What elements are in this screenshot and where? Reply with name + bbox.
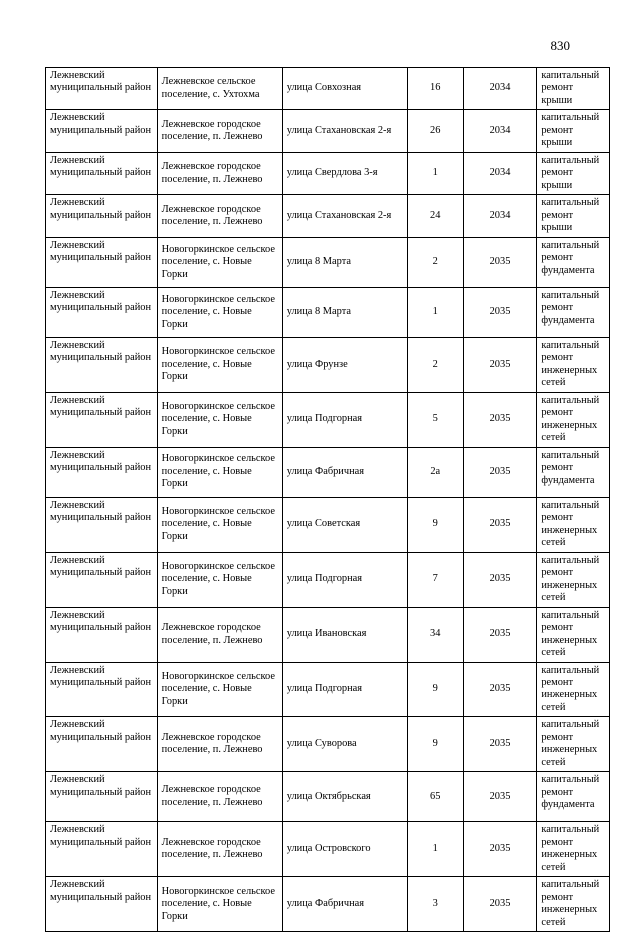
district-cell: Лежневский муниципальный район (46, 68, 158, 110)
year-cell: 2035 (463, 447, 537, 497)
street-cell: улица 8 Марта (282, 287, 407, 337)
street-cell: улица Октябрьская (282, 772, 407, 822)
district-cell: Лежневский муниципальный район (46, 337, 158, 392)
year-cell: 2035 (463, 237, 537, 287)
year-cell: 2035 (463, 337, 537, 392)
district-cell: Лежневский муниципальный район (46, 497, 158, 552)
table-row (46, 237, 610, 287)
settlement-cell: Лежневское городское поселение, п. Лежнево (157, 822, 282, 877)
district-cell: Лежневский муниципальный район (46, 822, 158, 877)
house-number-cell: 9 (407, 497, 463, 552)
settlement-cell: Новогоркинское сельское поселение, с. Новые Горки (157, 237, 282, 287)
house-number-cell: 2 (407, 337, 463, 392)
table-row (46, 497, 610, 552)
district-cell: Лежневский муниципальный район (46, 552, 158, 607)
street-cell: улица Суворова (282, 717, 407, 772)
house-number-cell: 34 (407, 607, 463, 662)
table-row (46, 822, 610, 877)
work-type-cell: капитальный ремонт инженерных сетей (537, 877, 610, 932)
settlement-cell: Новогоркинское сельское поселение, с. Новые Горки (157, 287, 282, 337)
repair-schedule-table (45, 67, 610, 932)
table-row (46, 195, 610, 237)
street-cell: улица Совхозная (282, 68, 407, 110)
house-number-cell: 2 (407, 237, 463, 287)
district-cell: Лежневский муниципальный район (46, 152, 158, 194)
work-type-cell: капитальный ремонт крыши (537, 68, 610, 110)
settlement-cell: Лежневское городское поселение, п. Лежнево (157, 110, 282, 152)
settlement-cell: Лежневское сельское поселение, с. Ухтохма (157, 68, 282, 110)
work-type-cell: капитальный ремонт фундамента (537, 772, 610, 822)
year-cell: 2034 (463, 110, 537, 152)
work-type-cell: капитальный ремонт крыши (537, 110, 610, 152)
settlement-cell: Лежневское городское поселение, п. Лежнево (157, 772, 282, 822)
work-type-cell: капитальный ремонт инженерных сетей (537, 552, 610, 607)
district-cell: Лежневский муниципальный район (46, 110, 158, 152)
year-cell: 2035 (463, 392, 537, 447)
street-cell: улица Стахановская 2-я (282, 195, 407, 237)
settlement-cell: Новогоркинское сельское поселение, с. Новые Горки (157, 662, 282, 717)
table-row (46, 662, 610, 717)
street-cell: улица Свердлова 3-я (282, 152, 407, 194)
year-cell: 2035 (463, 662, 537, 717)
street-cell: улица Островского (282, 822, 407, 877)
year-cell: 2035 (463, 717, 537, 772)
work-type-cell: капитальный ремонт инженерных сетей (537, 822, 610, 877)
settlement-cell: Лежневское городское поселение, п. Лежнево (157, 607, 282, 662)
work-type-cell: капитальный ремонт инженерных сетей (537, 337, 610, 392)
work-type-cell: капитальный ремонт инженерных сетей (537, 717, 610, 772)
work-type-cell: капитальный ремонт инженерных сетей (537, 662, 610, 717)
street-cell: улица Подгорная (282, 662, 407, 717)
house-number-cell: 1 (407, 152, 463, 194)
work-type-cell: капитальный ремонт крыши (537, 152, 610, 194)
table-row (46, 552, 610, 607)
street-cell: улица Фабричная (282, 877, 407, 932)
table-row (46, 68, 610, 110)
work-type-cell: капитальный ремонт инженерных сетей (537, 497, 610, 552)
year-cell: 2035 (463, 877, 537, 932)
year-cell: 2034 (463, 152, 537, 194)
table-row (46, 287, 610, 337)
house-number-cell: 2а (407, 447, 463, 497)
district-cell: Лежневский муниципальный район (46, 287, 158, 337)
table-row (46, 877, 610, 932)
street-cell: улица Стахановская 2-я (282, 110, 407, 152)
house-number-cell: 7 (407, 552, 463, 607)
street-cell: улица Фабричная (282, 447, 407, 497)
table-row (46, 110, 610, 152)
work-type-cell: капитальный ремонт крыши (537, 195, 610, 237)
table-row (46, 772, 610, 822)
settlement-cell: Новогоркинское сельское поселение, с. Новые Горки (157, 392, 282, 447)
street-cell: улица Подгорная (282, 392, 407, 447)
year-cell: 2035 (463, 607, 537, 662)
work-type-cell: капитальный ремонт фундамента (537, 287, 610, 337)
house-number-cell: 5 (407, 392, 463, 447)
settlement-cell: Лежневское городское поселение, п. Лежнево (157, 152, 282, 194)
settlement-cell: Лежневское городское поселение, п. Лежнево (157, 717, 282, 772)
house-number-cell: 1 (407, 287, 463, 337)
settlement-cell: Новогоркинское сельское поселение, с. Новые Горки (157, 552, 282, 607)
table-row (46, 447, 610, 497)
street-cell: улица Ивановская (282, 607, 407, 662)
work-type-cell: капитальный ремонт инженерных сетей (537, 392, 610, 447)
street-cell: улица Подгорная (282, 552, 407, 607)
year-cell: 2035 (463, 287, 537, 337)
district-cell: Лежневский муниципальный район (46, 607, 158, 662)
settlement-cell: Новогоркинское сельское поселение, с. Новые Горки (157, 337, 282, 392)
street-cell: улица Фрунзе (282, 337, 407, 392)
year-cell: 2035 (463, 772, 537, 822)
house-number-cell: 1 (407, 822, 463, 877)
page-number: 830 (550, 38, 570, 53)
year-cell: 2035 (463, 822, 537, 877)
year-cell: 2035 (463, 552, 537, 607)
house-number-cell: 9 (407, 662, 463, 717)
house-number-cell: 9 (407, 717, 463, 772)
work-type-cell: капитальный ремонт фундамента (537, 447, 610, 497)
house-number-cell: 24 (407, 195, 463, 237)
year-cell: 2035 (463, 497, 537, 552)
house-number-cell: 65 (407, 772, 463, 822)
settlement-cell: Новогоркинское сельское поселение, с. Новые Горки (157, 877, 282, 932)
settlement-cell: Лежневское городское поселение, п. Лежнево (157, 195, 282, 237)
district-cell: Лежневский муниципальный район (46, 195, 158, 237)
work-type-cell: капитальный ремонт фундамента (537, 237, 610, 287)
district-cell: Лежневский муниципальный район (46, 662, 158, 717)
work-type-cell: капитальный ремонт инженерных сетей (537, 607, 610, 662)
table-row (46, 717, 610, 772)
table-row (46, 152, 610, 194)
year-cell: 2034 (463, 195, 537, 237)
district-cell: Лежневский муниципальный район (46, 392, 158, 447)
street-cell: улица Советская (282, 497, 407, 552)
table-row (46, 392, 610, 447)
house-number-cell: 16 (407, 68, 463, 110)
district-cell: Лежневский муниципальный район (46, 717, 158, 772)
settlement-cell: Новогоркинское сельское поселение, с. Новые Горки (157, 447, 282, 497)
house-number-cell: 3 (407, 877, 463, 932)
house-number-cell: 26 (407, 110, 463, 152)
settlement-cell: Новогоркинское сельское поселение, с. Новые Горки (157, 497, 282, 552)
district-cell: Лежневский муниципальный район (46, 877, 158, 932)
street-cell: улица 8 Марта (282, 237, 407, 287)
table-row (46, 337, 610, 392)
district-cell: Лежневский муниципальный район (46, 447, 158, 497)
district-cell: Лежневский муниципальный район (46, 237, 158, 287)
table-body (46, 68, 610, 932)
year-cell: 2034 (463, 68, 537, 110)
table-row (46, 607, 610, 662)
district-cell: Лежневский муниципальный район (46, 772, 158, 822)
